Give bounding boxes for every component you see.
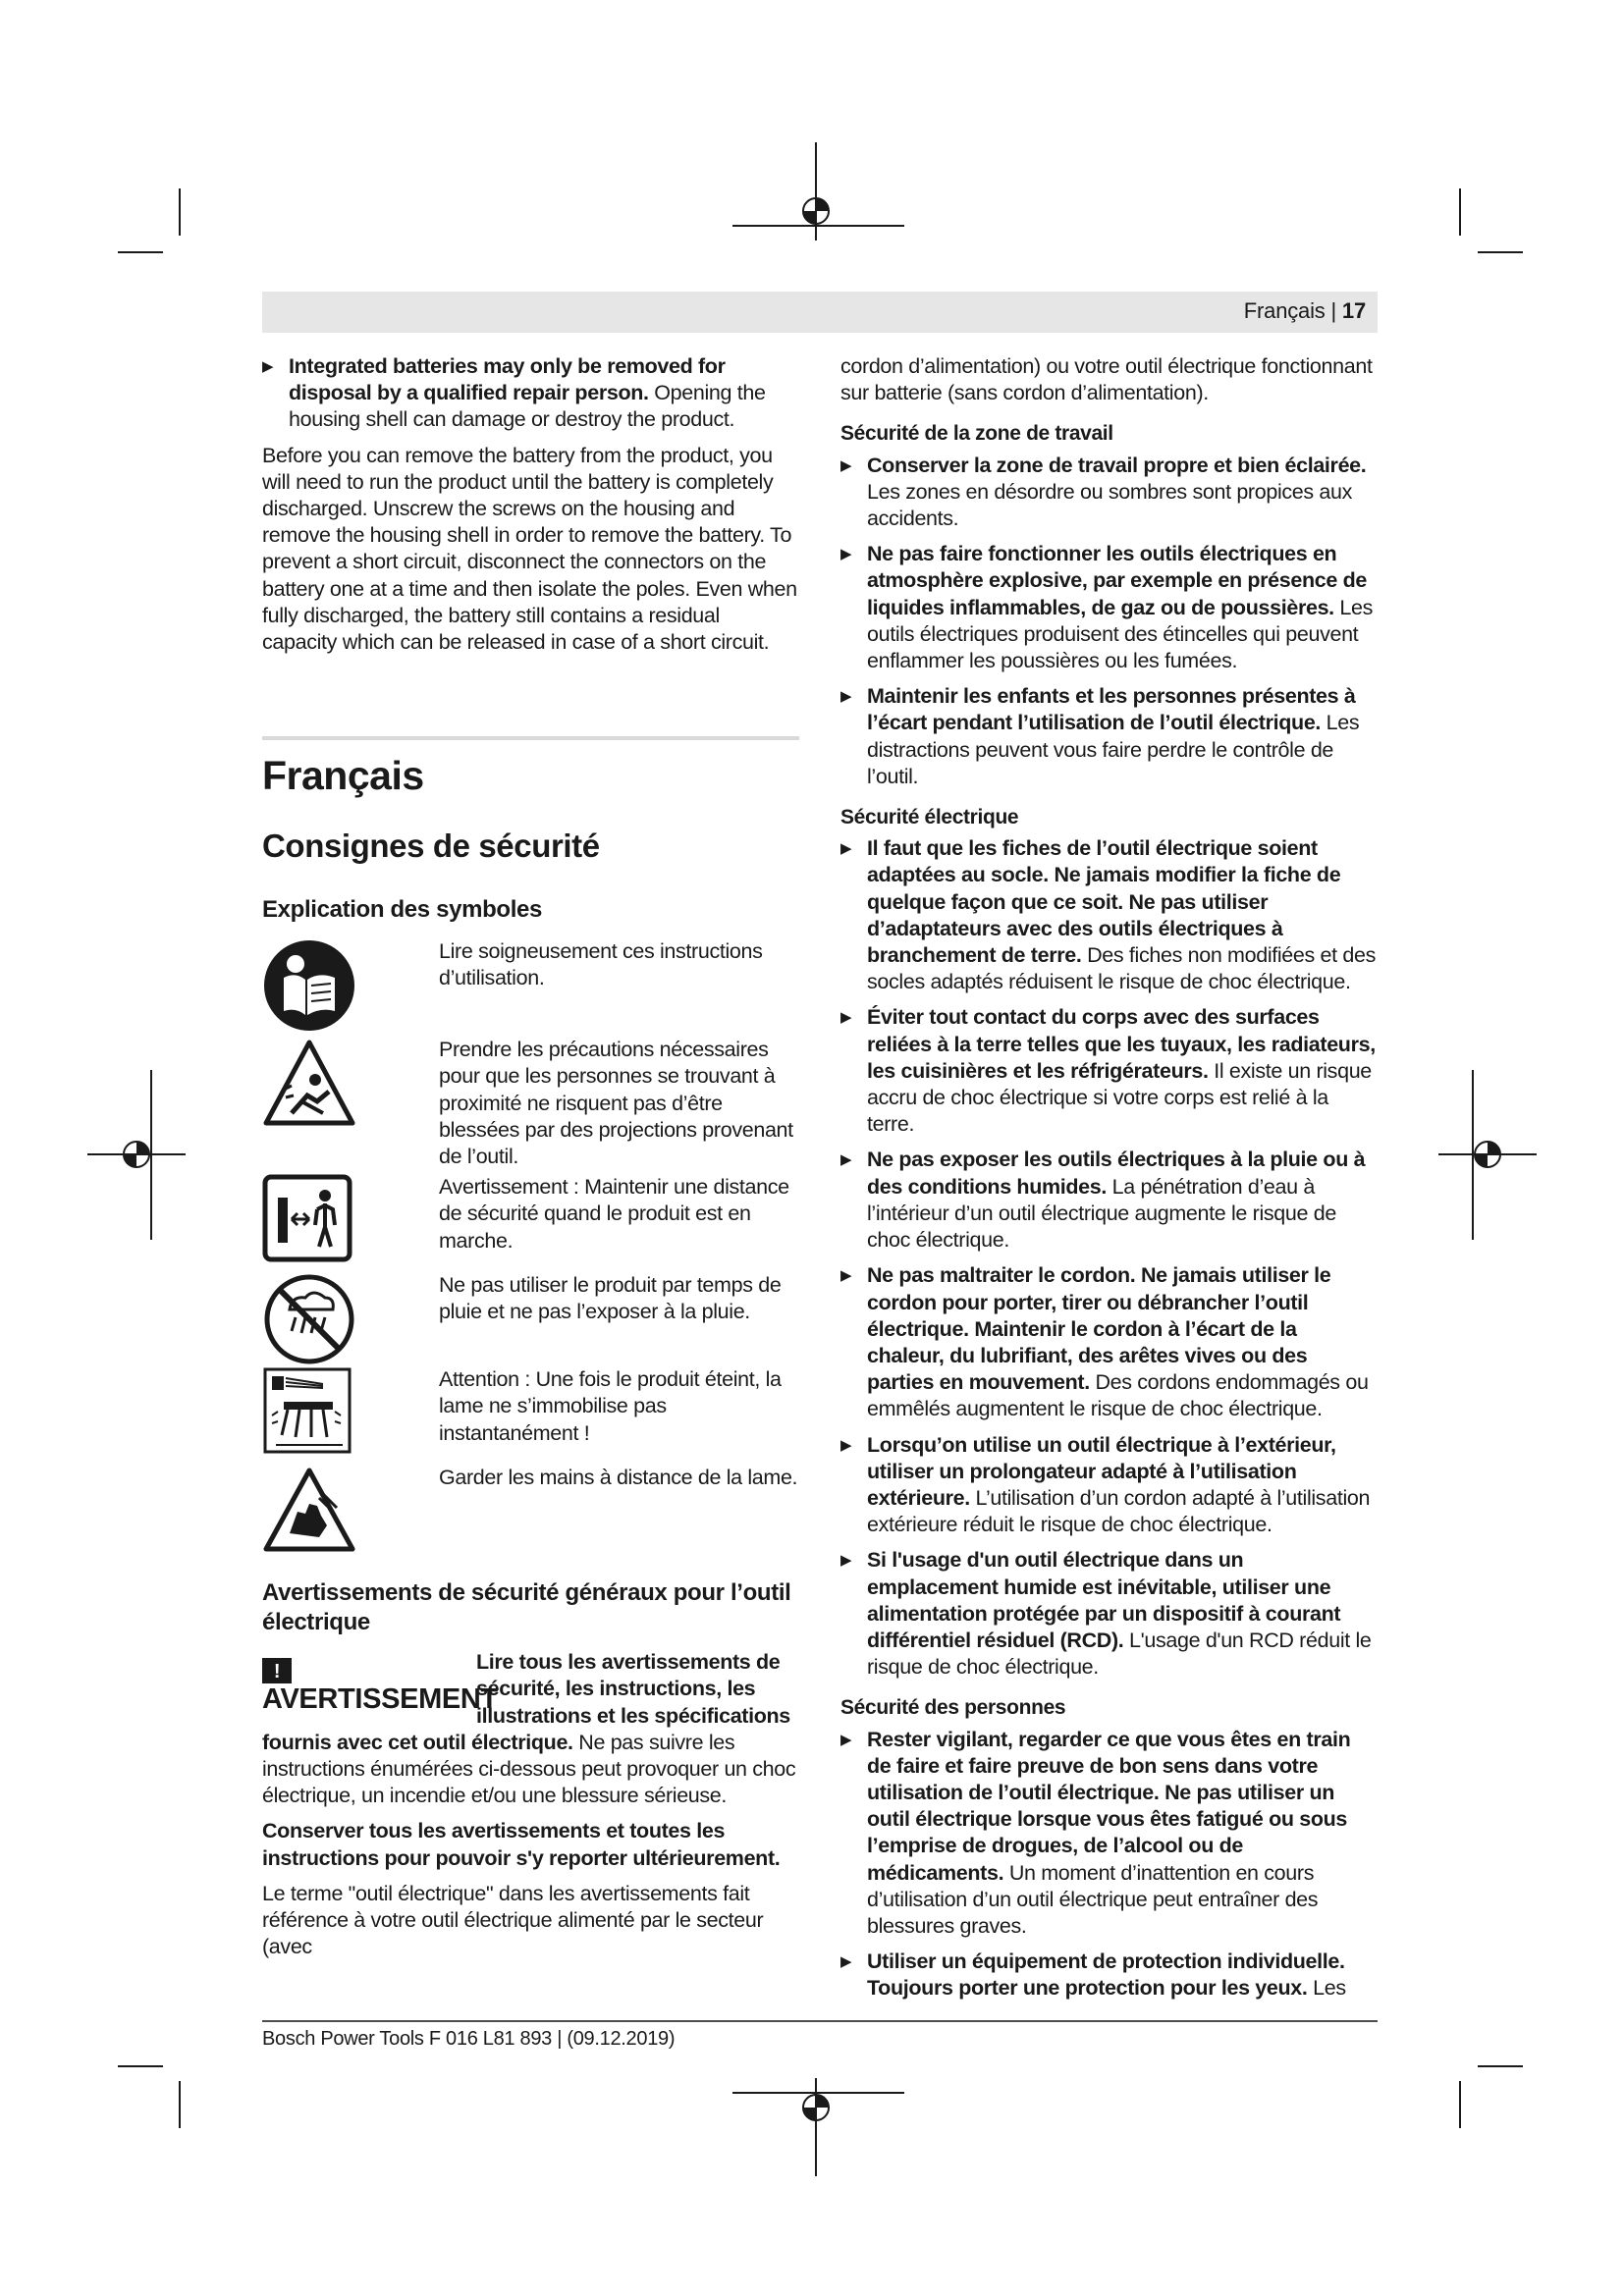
footer-text: Bosch Power Tools F 016 L81 893 | (09.12.2019) — [262, 2028, 676, 2050]
bullet-item — [840, 1004, 1378, 1138]
header-text — [1244, 298, 1366, 324]
bullet-bold: Si l'usage d'un outil électrique dans un emplacement humide est inévitable, utiliser une alimentation protégée par un dispositif à courant différentiel résiduel (RCD). — [867, 1548, 1341, 1652]
bullet-item — [840, 1147, 1378, 1254]
symbol-row — [262, 938, 799, 1037]
symbol-row — [262, 1272, 799, 1366]
bullet-bold: Il faut que les fiches de l’outil électrique soient adaptées au socle. Ne jamais modifier la fiche de quelque façon que ce soit. Ne pas utiliser d’adaptateurs avec des outils électriques à branchement de terre. — [867, 836, 1341, 968]
battery-removal-paragraph: Before you can remove the battery from the product, you will need to run the product until the battery is completely discharged. Unscrew the screws on the housing and remove the housing shell in order to remove the battery. To prevent a short circuit, disconnect the connectors on the battery one at a time and then isolate the poles. Even when fully discharged, the battery still contains a residual capacity which can be released in case of a short circuit. — [262, 443, 797, 655]
bullet-text: Les — [1307, 1976, 1346, 2001]
header-section: Français — [1243, 298, 1326, 323]
continued-text: cordon d’alimentation) ou votre outil électrique fonctionnant sur batterie (sans cordon d’alimentation). — [840, 354, 1373, 405]
symbol-row — [262, 1037, 799, 1174]
bullet-text: Les distractions peuvent vous faire perdre le contrôle de l’outil. — [867, 711, 1360, 788]
symbol-description: Garder les mains à distance de la lame. — [439, 1466, 798, 1490]
keep-instructions: Conserver tous les avertissements et toutes les instructions pour pouvoir s'y reporter ultérieurement. — [262, 1819, 781, 1870]
bullet-text: Les zones en désordre ou sombres sont propices aux accidents. — [867, 479, 1353, 531]
symbols-heading: Explication des symboles — [262, 896, 543, 924]
bullet-text: Il existe un risque accru de choc électrique si votre corps est relié à la terre. — [867, 1058, 1372, 1137]
personal-safety-heading: Sécurité des personnes — [840, 1696, 1066, 1720]
bullet-bold: Integrated batteries may only be removed for disposal by a qualified repair person. — [289, 354, 726, 405]
registration-mark-icon — [732, 2073, 909, 2181]
footer-rule — [262, 2020, 1378, 2022]
bullet-item — [840, 835, 1378, 995]
bullet-item — [840, 1262, 1378, 1422]
section-heading: Consignes de sécurité — [262, 828, 600, 865]
bullet-item — [840, 541, 1378, 674]
symbol-description: Avertissement : Maintenir une distance de sécurité quand le produit est en marche. — [439, 1175, 789, 1253]
warning-text: Ne pas suivre les instructions énumérées ci-dessous peut provoquer un choc électrique, un incendie et/ou une blessure sérieuse. — [262, 1730, 796, 1808]
electrical-heading: Sécurité électrique — [840, 806, 1019, 829]
bullet-bold: Lorsqu’on utilise un outil électrique à l’extérieur, utiliser un prolongateur adapté à l’utilisation extérieure. — [867, 1432, 1336, 1510]
no-rain-icon — [262, 1272, 356, 1366]
registration-mark-icon — [82, 1068, 190, 1245]
bullet-item — [840, 683, 1378, 790]
crop-mark — [118, 251, 163, 253]
warning-bold: Lire tous les avertissements de sécurité, les instructions, les illustrations et les spécifications fournis avec cet outil électrique. — [262, 1650, 790, 1754]
bullet-bold: Maintenir les enfants et les personnes présentes à l’écart pendant l’utilisation de l’outil électrique. — [867, 684, 1356, 735]
bullet-bold: Éviter tout contact du corps avec des surfaces reliées à la terre telles que les tuyaux, les radiateurs, les cuisinières et les réfrigérateurs. — [867, 1005, 1376, 1083]
section-divider — [262, 736, 799, 740]
term-definition: Le terme "outil électrique" dans les avertissements fait référence à votre outil électrique alimenté par le secteur (avec — [262, 1881, 764, 1959]
bullet-text: L’utilisation d’un cordon adapté à l’utilisation extérieure réduit le risque de choc électrique. — [867, 1485, 1371, 1537]
bullet-item — [840, 1547, 1378, 1681]
bullet-text: Des fiches non modifiées et des socles adaptés réduisent le risque de choc électrique. — [867, 943, 1377, 994]
bullet-item — [840, 1727, 1378, 1941]
symbol-description: Lire soigneusement ces instructions d’utilisation. — [439, 939, 763, 990]
crop-mark — [1478, 2065, 1523, 2067]
symbol-row — [262, 1366, 799, 1465]
bullet-bold: Rester vigilant, regarder ce que vous êtes en train de faire et faire preuve de bon sens dans votre utilisation de l’outil électrique. Ne pas utiliser un outil électrique lorsque vous êtes fatigué ou sous l’emprise de drogues, de l’alcool ou de médicaments. — [867, 1727, 1351, 1885]
page-number: 17 — [1341, 298, 1366, 323]
symbol-row — [262, 1465, 799, 1555]
bullet-bold: Ne pas exposer les outils électriques à la pluie ou à des conditions humides. — [867, 1148, 1366, 1199]
language-heading: Français — [262, 753, 424, 799]
symbol-row — [262, 1174, 799, 1272]
symbol-description: Attention : Une fois le produit éteint, la lame ne s’immobilise pas instantanément ! — [439, 1367, 782, 1445]
warning-label — [262, 1651, 498, 1716]
symbol-description: Prendre les précautions nécessaires pour que les personnes se trouvant à proximité ne risquent pas d’être blessées par des projections provenant de l’outil. — [439, 1038, 793, 1169]
crop-mark — [179, 2081, 181, 2128]
bullet-text: Des cordons endommagés ou emmêlés augmentent le risque de choc électrique. — [867, 1370, 1369, 1421]
bullet-text: L'usage d'un RCD réduit le risque de choc électrique. — [867, 1628, 1372, 1680]
warning-block — [262, 1649, 799, 1809]
warning-triangle-icon: ! — [262, 1658, 292, 1683]
left-column — [262, 353, 799, 1969]
bullet-item — [840, 1949, 1378, 2002]
crop-mark — [1459, 188, 1461, 236]
bullet-bold: Utiliser un équipement de protection individuelle. Toujours porter une protection pour les yeux. — [867, 1949, 1345, 2001]
read-manual-icon — [262, 938, 356, 1033]
symbol-description: Ne pas utiliser le produit par temps de pluie et ne pas l’exposer à la pluie. — [439, 1273, 782, 1324]
projection-hazard-icon — [262, 1037, 356, 1131]
bullet-text: La pénétration d’eau à l’intérieur d’un outil électrique augmente le risque de choc électrique. — [867, 1174, 1336, 1253]
bullet-item — [840, 453, 1378, 533]
right-column — [840, 353, 1378, 2011]
registration-mark-icon — [732, 137, 909, 245]
bullet-text: Un moment d’inattention en cours d’utilisation d’un outil électrique peut entraîner des blessures graves. — [867, 1860, 1319, 1938]
crop-mark — [118, 2065, 163, 2067]
blade-runout-icon — [262, 1366, 356, 1455]
bullet-bold: Ne pas faire fonctionner les outils électriques en atmosphère explosive, par exemple en présence de liquides inflammables, de gaz ou de poussières. — [867, 542, 1367, 619]
bullet-text: Les outils électriques produisent des étincelles qui peuvent enflammer les poussières ou les fumées. — [867, 595, 1374, 673]
crop-mark — [179, 188, 181, 236]
hand-hazard-icon — [262, 1465, 356, 1555]
work-area-heading: Sécurité de la zone de travail — [840, 422, 1113, 446]
crop-mark — [1459, 2081, 1461, 2128]
header-separator: | — [1330, 298, 1336, 323]
safety-distance-icon — [262, 1174, 356, 1262]
warning-label-text: AVERTISSEMENT — [262, 1683, 498, 1716]
general-warnings-heading: Avertissements de sécurité généraux pour l’outil électrique — [262, 1579, 791, 1636]
bullet-bold: Conserver la zone de travail propre et bien éclairée. — [867, 453, 1367, 477]
page-header — [262, 292, 1378, 333]
bullet-bold: Ne pas maltraiter le cordon. Ne jamais utiliser le cordon pour porter, tirer ou débrancher l’outil électrique. Maintenir le cordon à l’écart de la chaleur, du lubrifiant, des arêtes vives ou des parties en mouvement. — [867, 1263, 1331, 1395]
bullet-item — [840, 1432, 1378, 1539]
bullet-item — [262, 353, 799, 434]
crop-mark — [1478, 251, 1523, 253]
bullet-text: Opening the housing shell can damage or destroy the product. — [289, 381, 766, 432]
registration-mark-icon — [1434, 1068, 1542, 1245]
